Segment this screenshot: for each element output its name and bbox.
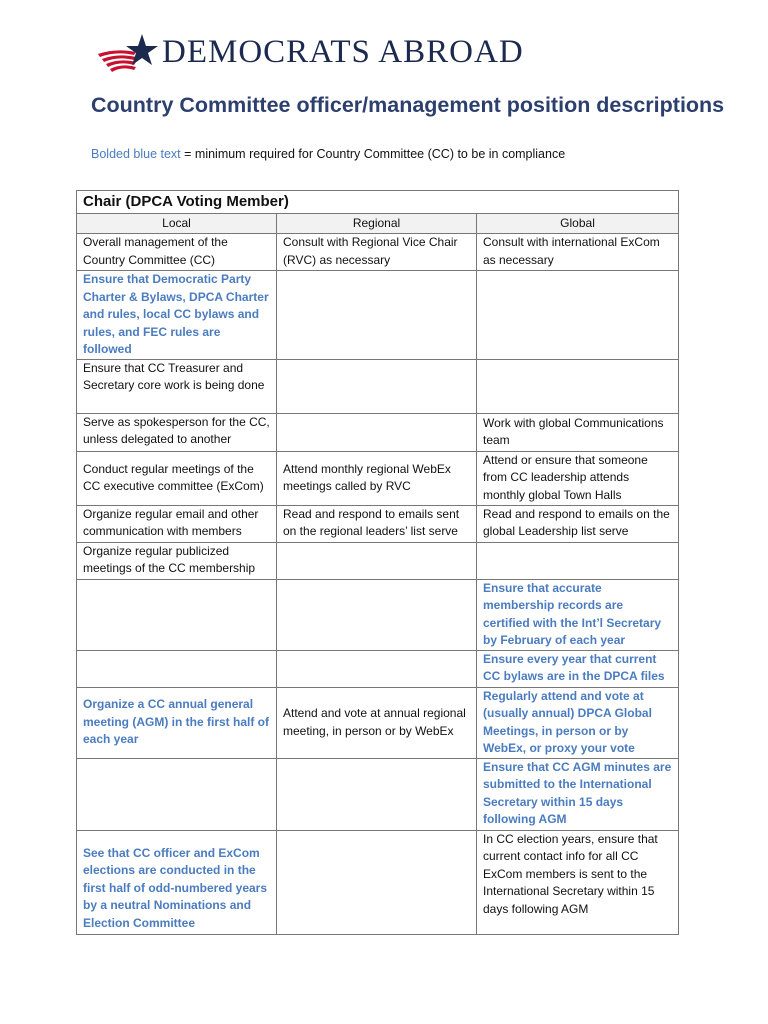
cell-local: See that CC officer and ExCom elections are conducted in the first half of odd-numbered years by a neutral Nominations and Election Committee (77, 830, 277, 934)
table-caption: Chair (DPCA Voting Member) (77, 191, 679, 214)
position-table (76, 190, 679, 935)
table-row (77, 505, 679, 542)
cell-local (77, 758, 277, 830)
cell-local: Serve as spokesperson for the CC, unless delegated to another (77, 413, 277, 451)
cell-regional (277, 650, 477, 687)
column-header-global: Global (477, 214, 679, 234)
cell-global (477, 271, 679, 360)
cell-global (477, 542, 679, 579)
cell-global (477, 359, 679, 413)
cell-local: Organize regular email and other communication with members (77, 505, 277, 542)
cell-local (77, 650, 277, 687)
table-row (77, 830, 679, 934)
cell-local: Organize a CC annual general meeting (AGM) in the first half of each year (77, 687, 277, 758)
legend (91, 147, 565, 161)
column-header-regional: Regional (277, 214, 477, 234)
table-row (77, 542, 679, 579)
cell-global: Regularly attend and vote at (usually annual) DPCA Global Meetings, in person or by WebEx, or proxy your vote (477, 687, 679, 758)
cell-regional (277, 579, 477, 650)
cell-regional (277, 271, 477, 360)
table-caption-row (77, 191, 679, 214)
brand-name: DEMOCRATS ABROAD (162, 33, 524, 70)
cell-local: Conduct regular meetings of the CC executive committee (ExCom) (77, 451, 277, 505)
cell-regional: Attend monthly regional WebEx meetings called by RVC (277, 451, 477, 505)
table-row (77, 271, 679, 360)
cell-regional: Consult with Regional Vice Chair (RVC) as necessary (277, 234, 477, 271)
cell-regional (277, 542, 477, 579)
table-row (77, 758, 679, 830)
cell-global: In CC election years, ensure that current contact info for all CC ExCom members is sent to the International Secretary within 15 days following AGM (477, 830, 679, 934)
table-row (77, 687, 679, 758)
cell-global: Attend or ensure that someone from CC leadership attends monthly global Town Halls (477, 451, 679, 505)
cell-local: Ensure that CC Treasurer and Secretary core work is being done (77, 359, 277, 413)
column-header-local: Local (77, 214, 277, 234)
cell-local: Overall management of the Country Committee (CC) (77, 234, 277, 271)
page-title: Country Committee officer/management position descriptions (91, 93, 725, 117)
cell-regional: Read and respond to emails sent on the regional leaders’ list serve (277, 505, 477, 542)
table-row (77, 234, 679, 271)
logo (96, 32, 524, 72)
cell-regional (277, 359, 477, 413)
table-row (77, 451, 679, 505)
legend-highlight: Bolded blue text (91, 147, 181, 161)
table-header-row (77, 214, 679, 234)
cell-global: Read and respond to emails on the global Leadership list serve (477, 505, 679, 542)
legend-text: = minimum required for Country Committee (CC) to be in compliance (180, 147, 566, 161)
cell-regional (277, 758, 477, 830)
cell-local (77, 579, 277, 650)
table-row (77, 579, 679, 650)
cell-global: Ensure every year that current CC bylaws are in the DPCA files (477, 650, 679, 687)
cell-global: Ensure that accurate membership records are certified with the Int’l Secretary by February of each year (477, 579, 679, 650)
flag-star-icon (96, 32, 158, 72)
cell-global: Ensure that CC AGM minutes are submitted to the International Secretary within 15 days following AGM (477, 758, 679, 830)
cell-regional (277, 830, 477, 934)
table-row (77, 413, 679, 451)
cell-local: Organize regular publicized meetings of the CC membership (77, 542, 277, 579)
table-row (77, 650, 679, 687)
cell-regional: Attend and vote at annual regional meeting, in person or by WebEx (277, 687, 477, 758)
cell-global: Work with global Communications team (477, 413, 679, 451)
table-row (77, 359, 679, 413)
cell-local: Ensure that Democratic Party Charter & Bylaws, DPCA Charter and rules, local CC bylaws and rules, and FEC rules are followed (77, 271, 277, 360)
cell-global: Consult with international ExCom as necessary (477, 234, 679, 271)
cell-regional (277, 413, 477, 451)
